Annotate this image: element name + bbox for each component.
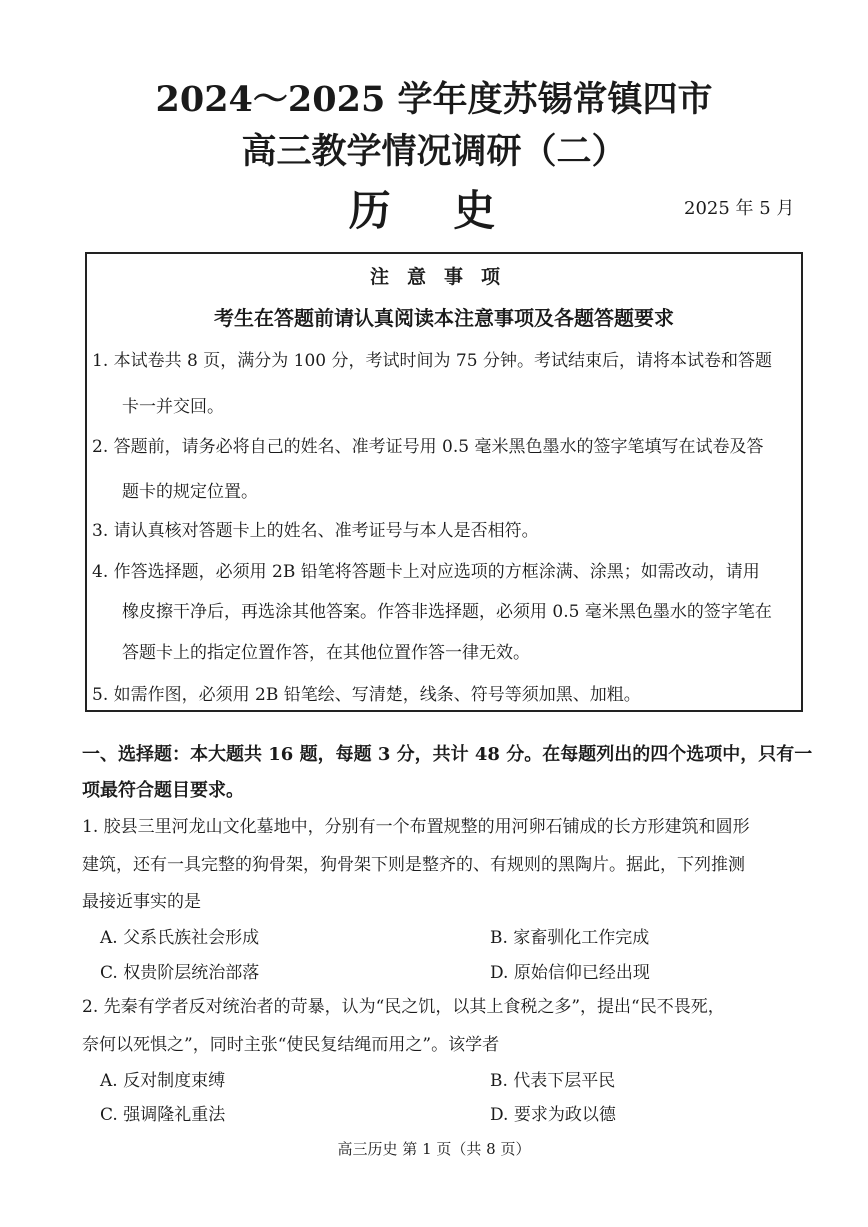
- section-heading: 一、选择题：本大题共 16 题，每题 3 分，共计 48 分。在每题列出的四个选项中，只有一: [82, 744, 813, 765]
- subject-title: 历 史: [348, 186, 520, 235]
- notice-line: 卡一并交回。: [122, 397, 224, 417]
- question-1-option-a: A. 父系氏族社会形成: [100, 928, 260, 948]
- question-2-stem: 奈何以死惧之”，同时主张“使民复结绳而用之”。该学者: [82, 1035, 500, 1055]
- notice-line: 答题卡上的指定位置作答，在其他位置作答一律无效。: [122, 643, 530, 663]
- section-heading-cont: 项最符合题目要求。: [82, 780, 244, 801]
- page-footer: 高三历史 第 1 页（共 8 页）: [337, 1140, 531, 1158]
- notice-line: 1. 本试卷共 8 页，满分为 100 分，考试时间为 75 分钟。考试结束后，请将本试卷和答题: [92, 351, 772, 371]
- exam-title-line1: 2024～2025 学年度苏锡常镇四市: [155, 79, 713, 120]
- question-1-stem: 最接近事实的是: [82, 892, 201, 912]
- question-2-option-b: B. 代表下层平民: [490, 1071, 616, 1091]
- notice-line: 3. 请认真核对答题卡上的姓名、准考证号与本人是否相符。: [92, 521, 539, 541]
- notice-heading: 注意事项: [369, 266, 518, 288]
- exam-date: 2025 年 5 月: [684, 198, 795, 219]
- notice-line: 5. 如需作图，必须用 2B 铅笔绘、写清楚，线条、符号等须加黑、加粗。: [92, 685, 641, 705]
- notice-subtitle: 考生在答题前请认真阅读本注意事项及各题答题要求: [214, 306, 674, 330]
- question-2-option-d: D. 要求为政以德: [490, 1105, 616, 1125]
- question-1-stem: 1. 胶县三里河龙山文化墓地中，分别有一个布置规整的用河卵石铺成的长方形建筑和圆形: [82, 817, 750, 837]
- question-2-stem: 2. 先秦有学者反对统治者的苛暴，认为“民之饥，以其上食税之多”，提出“民不畏死，: [82, 997, 725, 1017]
- question-1-option-c: C. 权贵阶层统治部落: [100, 963, 260, 983]
- notice-line: 4. 作答选择题，必须用 2B 铅笔将答题卡上对应选项的方框涂满、涂黑；如需改动，请用: [92, 562, 760, 582]
- question-1-option-d: D. 原始信仰已经出现: [490, 963, 650, 983]
- question-1-option-b: B. 家畜驯化工作完成: [490, 928, 650, 948]
- question-1-stem: 建筑，还有一具完整的狗骨架，狗骨架下则是整齐的、有规则的黑陶片。据此，下列推测: [82, 855, 745, 875]
- question-2-option-c: C. 强调隆礼重法: [100, 1105, 226, 1125]
- exam-title-line2: 高三教学情况调研（二）: [241, 131, 627, 172]
- notice-line: 题卡的规定位置。: [122, 482, 258, 502]
- question-2-option-a: A. 反对制度束缚: [100, 1071, 226, 1091]
- notice-line: 2. 答题前，请务必将自己的姓名、准考证号用 0.5 毫米黑色墨水的签字笔填写在试卷及答: [92, 437, 764, 457]
- notice-line: 橡皮擦干净后，再选涂其他答案。作答非选择题，必须用 0.5 毫米黑色墨水的签字笔在: [122, 602, 772, 622]
